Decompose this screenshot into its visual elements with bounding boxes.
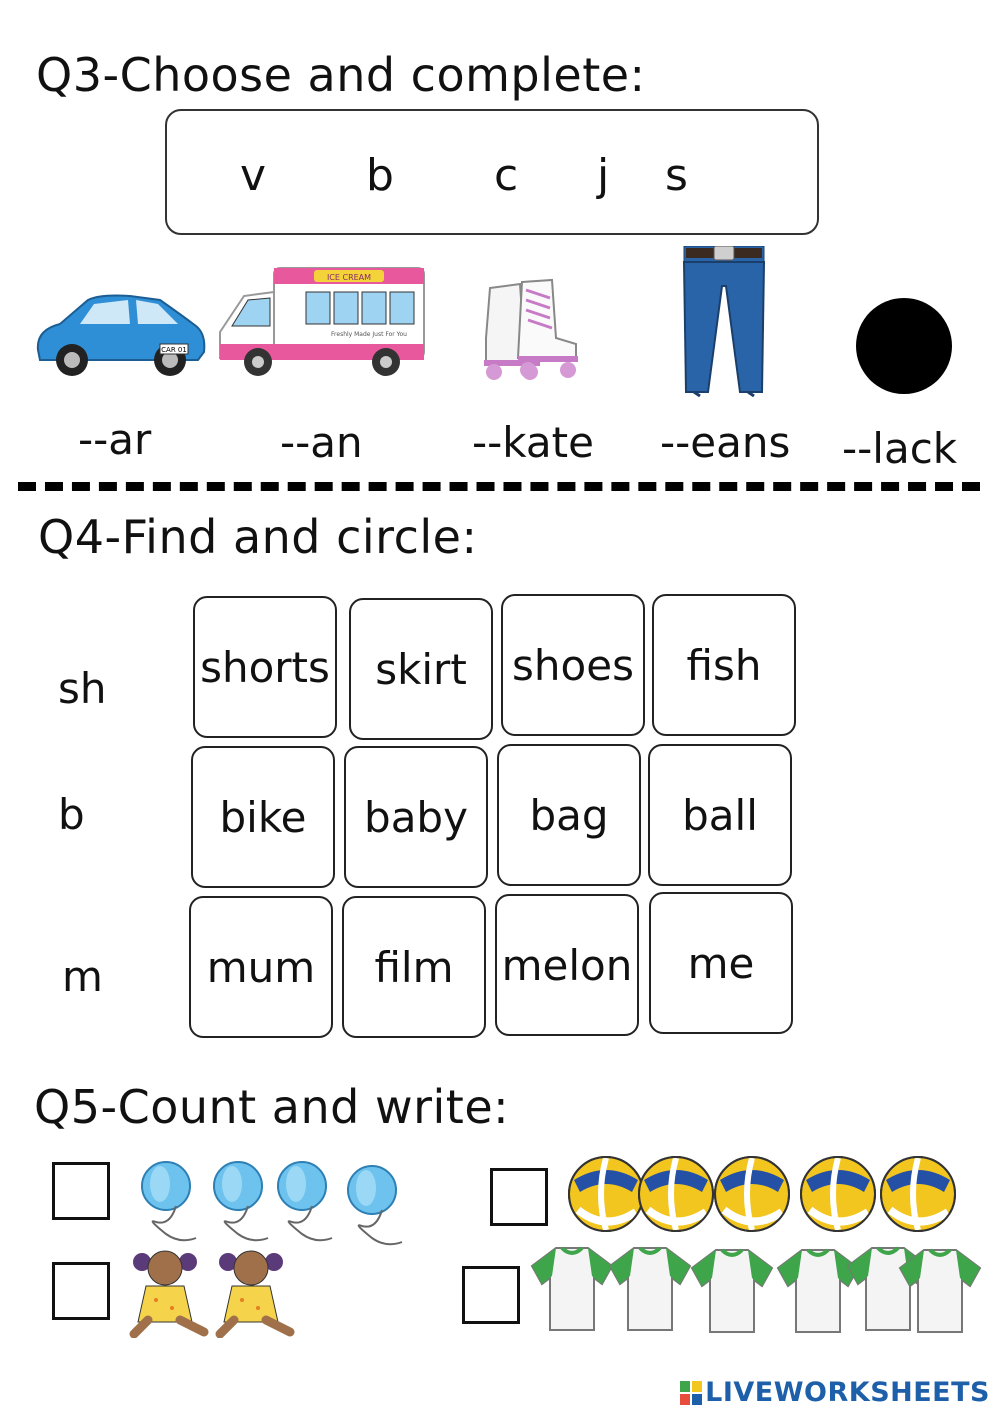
van-sign: ICE CREAM: [326, 273, 372, 282]
volleyball-icon: [636, 1154, 716, 1234]
word-cell-skirt[interactable]: skirt: [349, 598, 493, 740]
q4-title: Q4-Find and circle:: [38, 510, 478, 564]
liveworksheets-logo: [679, 1377, 990, 1408]
row-label-b: b: [58, 790, 85, 839]
doll-icon: [212, 1248, 298, 1338]
tshirt-icon: [608, 1244, 692, 1334]
yoyo-icon: [208, 1156, 278, 1246]
word-lack: --lack: [842, 424, 958, 473]
section-divider: [18, 482, 980, 491]
word-cell-melon[interactable]: melon: [495, 894, 639, 1036]
doll-group: [126, 1248, 300, 1338]
letter-choice-s: s: [665, 150, 688, 201]
logo-text: LIVEWORKSHEETS: [705, 1377, 990, 1408]
volleyball-icon: [566, 1154, 646, 1234]
car-image: [30, 290, 208, 382]
black-circle-image: [854, 296, 954, 396]
yoyo-icon: [136, 1156, 206, 1246]
answer-box-tshirts[interactable]: [462, 1266, 520, 1324]
word-cell-me[interactable]: me: [649, 892, 793, 1034]
yoyo-icon: [272, 1156, 342, 1246]
tshirt-icon: [530, 1244, 614, 1334]
word-cell-film[interactable]: film: [342, 896, 486, 1038]
q3-title: Q3-Choose and complete:: [36, 48, 646, 102]
word-cell-ball[interactable]: ball: [648, 744, 792, 886]
car-plate: CAR 01: [161, 346, 187, 354]
van-slogan: Freshly Made Just For You: [331, 331, 407, 338]
word-an: --an: [280, 418, 363, 467]
word-cell-baby[interactable]: baby: [344, 746, 488, 888]
q5-title: Q5-Count and write:: [34, 1080, 510, 1134]
tshirt-group: [530, 1244, 982, 1334]
tshirt-icon: [690, 1246, 774, 1336]
letter-choice-b: b: [366, 150, 394, 201]
word-cell-fish[interactable]: fish: [652, 594, 796, 736]
letter-choice-c: c: [494, 150, 519, 201]
volleyball-icon: [878, 1154, 958, 1234]
liveworksheets-mark-icon: [679, 1380, 703, 1406]
roller-skates-image: [478, 278, 588, 384]
word-eans: --eans: [660, 418, 791, 467]
word-cell-mum[interactable]: mum: [189, 896, 333, 1038]
row-label-m: m: [62, 952, 103, 1001]
word-cell-shorts[interactable]: shorts: [193, 596, 337, 738]
word-cell-bag[interactable]: bag: [497, 744, 641, 886]
word-kate: --kate: [472, 418, 594, 467]
answer-box-volleyballs[interactable]: [490, 1168, 548, 1226]
word-cell-shoes[interactable]: shoes: [501, 594, 645, 736]
volleyball-icon: [712, 1154, 792, 1234]
yoyo-icon: [342, 1160, 412, 1250]
word-cell-bike[interactable]: bike: [191, 746, 335, 888]
doll-icon: [126, 1248, 212, 1338]
volleyball-group: [566, 1154, 960, 1234]
yoyo-group: [136, 1156, 416, 1246]
answer-box-dolls[interactable]: [52, 1262, 110, 1320]
word-ar: --ar: [78, 415, 152, 464]
letter-choice-j: j: [597, 150, 610, 201]
tshirt-icon: [898, 1246, 982, 1336]
letter-choice-v: v: [240, 150, 267, 201]
volleyball-icon: [798, 1154, 878, 1234]
ice-cream-van-image: [214, 262, 436, 384]
answer-box-yoyos[interactable]: [52, 1162, 110, 1220]
row-label-sh: sh: [58, 664, 107, 713]
jeans-image: [678, 246, 770, 398]
